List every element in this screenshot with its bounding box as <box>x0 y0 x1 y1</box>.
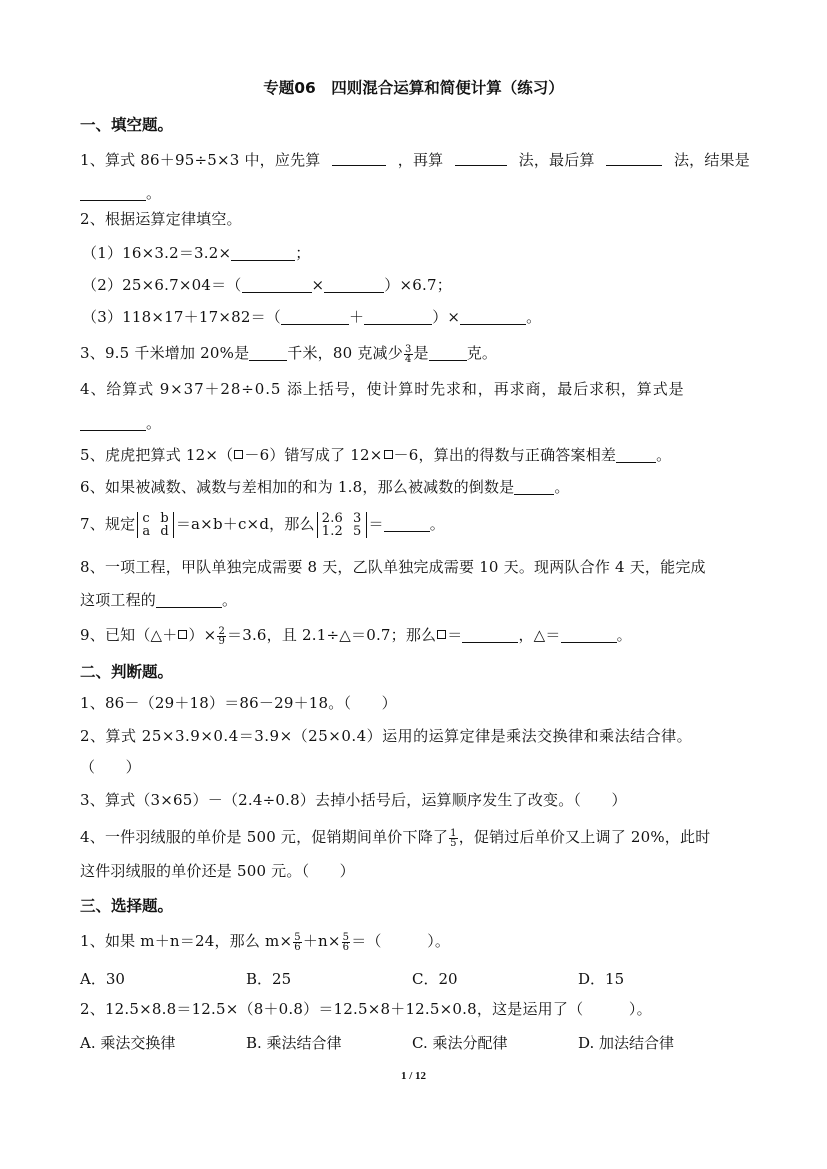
fraction <box>342 933 351 952</box>
q1-text-e: 。 <box>146 184 162 202</box>
q1-text-b: ，再算 <box>397 151 444 169</box>
fraction-numerator: 3 <box>404 343 412 355</box>
answer-blank[interactable] <box>561 626 617 643</box>
section-heading-choice: 三、选择题。 <box>80 897 174 915</box>
fraction-denominator: 6 <box>342 941 350 953</box>
q3-text-d: 克。 <box>466 344 498 362</box>
answer-blank[interactable] <box>616 446 656 463</box>
fill-q2-1 <box>82 242 752 264</box>
answer-blank[interactable] <box>455 149 507 166</box>
answer-blank[interactable] <box>324 276 384 293</box>
matrix-cell: 5 <box>353 524 362 539</box>
q9-text-a: 9、已知（△＋ <box>80 626 178 644</box>
fraction <box>293 933 302 952</box>
judge-q1: 1、86－（29＋18）＝86－29＋18。（ ） <box>80 694 397 712</box>
judge-q4-text-a: 4、一件羽绒服的单价是 500 元，促销期间单价下降了 <box>80 828 449 846</box>
answer-blank[interactable] <box>514 478 554 495</box>
fraction-numerator: 5 <box>342 931 350 943</box>
q8-text-c: 。 <box>222 591 238 609</box>
fraction-denominator: 5 <box>450 837 457 849</box>
judge-q4-cont: 这件羽绒服的单价还是 500 元。（ ） <box>80 862 355 880</box>
answer-blank[interactable] <box>231 244 295 261</box>
answer-blank[interactable] <box>80 184 146 201</box>
answer-blank[interactable] <box>606 149 662 166</box>
square-symbol <box>178 630 187 639</box>
fraction-denominator: 6 <box>294 941 301 953</box>
answer-blank[interactable] <box>332 149 386 166</box>
q3-text-a: 3、9.5 千米增加 20%是 <box>80 344 250 362</box>
judge-q4 <box>80 826 750 848</box>
q9-text-b: ）× <box>188 626 217 644</box>
choice-q1-text-b: ＋n× <box>302 932 341 950</box>
q6-text-a: 6、如果被减数、减数与差相加的和为 1.8，那么被减数的倒数是 <box>80 478 515 496</box>
matrix-cell: 1.2 <box>321 524 344 539</box>
option-c[interactable]: C. 乘法分配律 <box>412 1034 508 1052</box>
fraction-numerator: 1 <box>450 827 457 839</box>
answer-blank[interactable] <box>384 515 430 532</box>
fill-q2-3 <box>82 306 752 328</box>
q2-3-end: 。 <box>526 308 542 326</box>
option-a[interactable]: A．30 <box>80 970 125 988</box>
matrix-cell: a <box>142 524 151 539</box>
fraction-numerator: 2 <box>218 625 226 637</box>
matrix-cell: c <box>142 511 150 526</box>
choice-q1-options <box>80 968 750 989</box>
option-b[interactable]: B．25 <box>246 970 292 988</box>
judge-q3: 3、算式（3×65）－（2.4÷0.8）去掉小括号后，运算顺序发生了改变。（ ） <box>80 791 627 809</box>
fill-q2-2 <box>82 274 752 296</box>
choice-q1-text-a: 1、如果 m＋n＝24，那么 m× <box>80 932 293 950</box>
q9-text-e: ，△＝ <box>518 626 561 644</box>
q2-2-end: ）×6.7； <box>384 276 452 294</box>
fill-q1-cont <box>80 182 750 204</box>
q5-text-d: 。 <box>656 446 672 464</box>
square-symbol <box>384 450 393 459</box>
page-title: 专题06 四则混合运算和简便计算（练习） <box>263 79 564 97</box>
q3-text-c: 是 <box>413 344 429 362</box>
answer-blank[interactable] <box>156 591 222 608</box>
q7-text-b: ＝a×b＋c×d，那么 <box>175 515 315 533</box>
q2-2-text: （2）25×6.7×04＝（ <box>82 276 242 294</box>
fraction <box>449 829 458 848</box>
fill-q4: 4、给算式 9×37＋28÷0.5 添上括号，使计算时先求和，再求商，最后求积，算式是 <box>80 380 685 398</box>
choice-q2: 2、12.5×8.8＝12.5×（8＋0.8）＝12.5×8＋12.5×0.8，这是运用了（ ）。 <box>80 1000 652 1018</box>
q7-text-a: 7、规定 <box>80 515 136 533</box>
q2-1-text: （1）16×3.2＝3.2× <box>82 244 232 262</box>
fill-q4-cont <box>80 412 750 434</box>
q5-text-c: －6，算出的得数与正确答案相差 <box>393 446 617 464</box>
q5-text-a: 5、虎虎把算式 12×（ <box>80 446 234 464</box>
answer-blank[interactable] <box>460 308 526 325</box>
square-symbol <box>234 450 243 459</box>
q9-text-f: 。 <box>616 626 632 644</box>
fill-q8: 8、一项工程，甲队单独完成需要 8 天，乙队单独完成需要 10 天。现两队合作 4 天，能完成 <box>80 558 706 576</box>
q2-3-times: ）× <box>432 308 461 326</box>
choice-q1 <box>80 930 750 952</box>
judge-q2: 2、算式 25×3.9×0.4＝3.9×（25×0.4）运用的运算定律是乘法交换律和乘法结合律。 <box>80 727 693 745</box>
square-symbol <box>437 630 446 639</box>
fill-q5 <box>80 444 750 466</box>
determinant <box>317 512 367 538</box>
matrix-cell: b <box>160 511 169 526</box>
judge-q4-text-b: ，促销过后单价又上调了 20%，此时 <box>458 828 711 846</box>
matrix-cell: 3 <box>353 511 362 526</box>
answer-blank[interactable] <box>429 344 467 361</box>
fraction-numerator: 5 <box>294 931 301 943</box>
q4-text-b: 。 <box>146 414 162 432</box>
section-heading-judge: 二、判断题。 <box>80 663 174 681</box>
q6-text-b: 。 <box>554 478 570 496</box>
answer-blank[interactable] <box>249 344 287 361</box>
judge-q2-paren[interactable]: （ ） <box>80 758 141 776</box>
answer-blank[interactable] <box>364 308 432 325</box>
option-c[interactable]: C．20 <box>412 970 458 988</box>
fill-q6 <box>80 476 750 498</box>
fill-q9 <box>80 624 750 646</box>
q7-text-d: 。 <box>429 515 445 533</box>
fill-q8-cont <box>80 589 750 611</box>
q1-text-c: 法，最后算 <box>518 151 595 169</box>
q7-text-c: ＝ <box>368 515 384 533</box>
fraction-denominator: 4 <box>404 353 412 365</box>
matrix-cell: 2.6 <box>321 511 344 526</box>
section-heading-fill: 一、填空题。 <box>80 116 174 134</box>
q9-text-c: ＝3.6，且 2.1÷△＝0.7；那么 <box>227 626 437 644</box>
option-a[interactable]: A. 乘法交换律 <box>80 1034 176 1052</box>
q9-text-d: ＝ <box>447 626 463 644</box>
q1-text-a: 1、算式 86＋95÷5×3 中，应先算 <box>80 151 321 169</box>
choice-q2-options <box>80 1032 750 1053</box>
q1-text-d: 法，结果是 <box>673 151 750 169</box>
option-d[interactable]: D. 加法结合律 <box>578 1034 675 1052</box>
q5-text-b: －6）错写成了 12× <box>244 446 383 464</box>
q2-2-times: × <box>311 276 325 294</box>
choice-q1-text-c: ＝（ ）。 <box>351 932 451 950</box>
answer-blank[interactable] <box>462 626 518 643</box>
fraction <box>217 627 226 646</box>
determinant <box>137 512 173 538</box>
q8-text-b: 这项工程的 <box>80 591 157 609</box>
q2-1-end: ； <box>295 244 311 262</box>
q2-3-text: （3）118×17＋17×82＝（ <box>82 308 281 326</box>
fill-q3 <box>80 342 750 364</box>
q2-3-plus: ＋ <box>348 308 365 326</box>
answer-blank[interactable] <box>281 308 349 325</box>
q3-text-b: 千米，80 克减少 <box>287 344 403 362</box>
page-number: 1 / 12 <box>400 1070 427 1082</box>
fill-q2-stem: 2、根据运算定律填空。 <box>80 210 242 228</box>
fraction <box>404 345 413 364</box>
answer-blank[interactable] <box>242 276 312 293</box>
option-d[interactable]: D．15 <box>578 970 625 988</box>
option-b[interactable]: B. 乘法结合律 <box>246 1034 342 1052</box>
fill-q1 <box>80 149 750 171</box>
answer-blank[interactable] <box>80 414 146 431</box>
fill-q7 <box>80 512 750 538</box>
fraction-denominator: 9 <box>218 635 226 647</box>
matrix-cell: d <box>160 524 169 539</box>
